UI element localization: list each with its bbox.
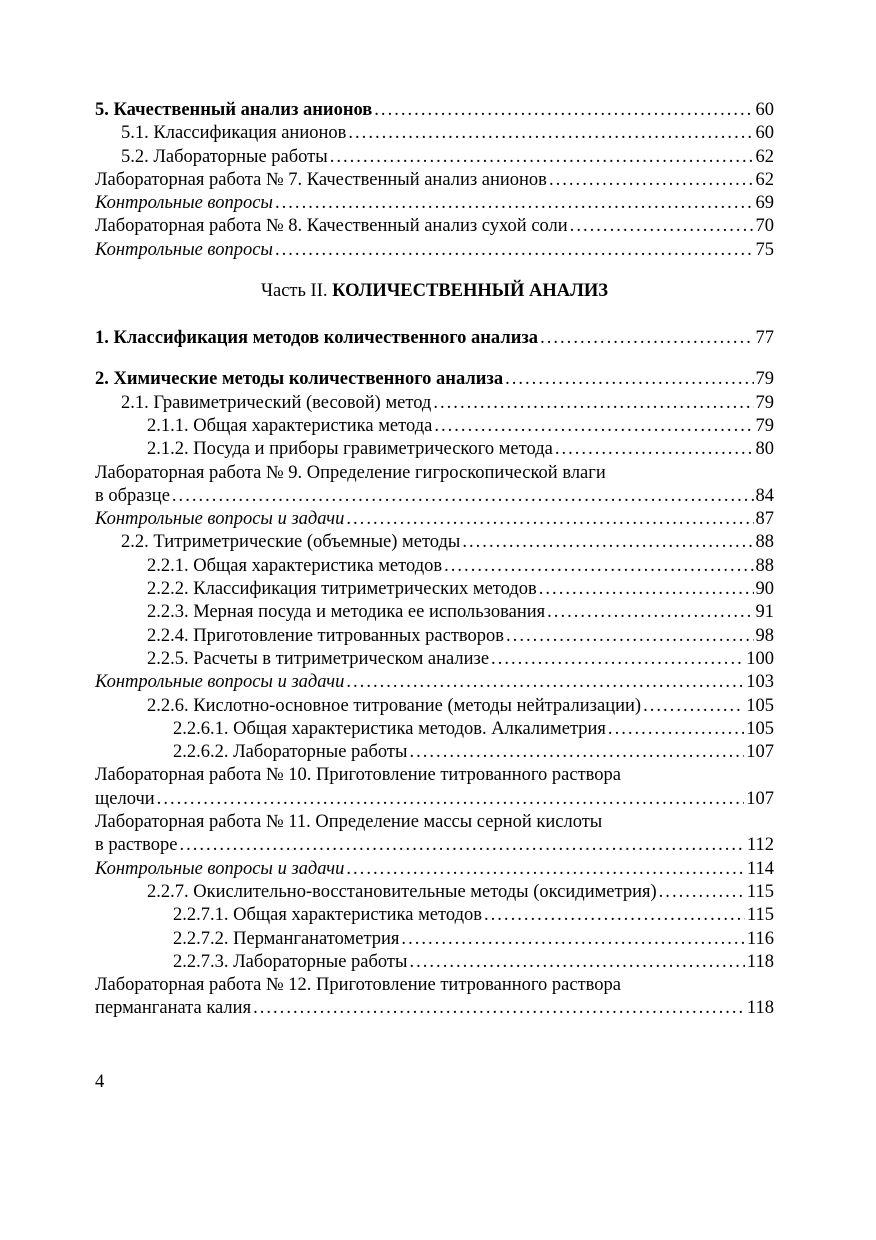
toc-entry-page: 118 [746, 998, 774, 1019]
toc-entry [95, 146, 774, 169]
toc-entry-page: 80 [755, 439, 774, 460]
toc-entry-title: Контрольные вопросы и задачи [95, 672, 345, 693]
toc-entry [95, 648, 774, 671]
toc-entry-title: 2.1.2. Посуда и приборы гравиметрического метода [147, 439, 553, 460]
toc-entry-page: 70 [755, 216, 774, 237]
dot-leader [549, 169, 754, 192]
toc-entry-title: 2.2.5. Расчеты в титриметрическом анализе [147, 648, 490, 669]
dot-leader [179, 834, 744, 857]
toc-entry-title: 1. Классификация методов количественного анализа [95, 328, 539, 349]
toc-entry [95, 951, 774, 974]
toc-entry-title: 2.2.7.3. Лабораторные работы [173, 951, 408, 972]
toc-entry [95, 415, 774, 438]
toc-entry-page: 107 [746, 788, 774, 809]
toc-entry-page: 87 [755, 509, 774, 530]
toc-entry-page: 107 [746, 742, 774, 763]
dot-leader [555, 438, 754, 461]
dot-leader [484, 904, 745, 927]
toc-entry [95, 508, 774, 531]
dot-leader [608, 718, 744, 741]
toc-entry-title: 2.1. Гравиметрический (весовой) метод [121, 392, 432, 413]
dot-leader [506, 625, 753, 648]
toc-entry-page: 77 [755, 328, 774, 349]
dot-leader [253, 997, 745, 1020]
toc-entry [95, 485, 774, 508]
dot-leader [547, 601, 753, 624]
toc-entry [95, 928, 774, 951]
dot-leader [409, 951, 744, 974]
dot-leader [462, 531, 753, 554]
toc-entry [95, 215, 774, 238]
toc-entry-title: Лабораторная работа № 7. Качественный анализ анионов [95, 169, 547, 190]
toc-entry-title: 2.2.6.2. Лабораторные работы [173, 742, 408, 763]
toc-entry-page: 60 [755, 100, 774, 120]
toc-entry-page: 79 [755, 415, 774, 436]
toc-entry-title: 2.2.4. Приготовление титрованных растворов [147, 625, 505, 646]
dot-leader [539, 578, 754, 601]
toc-entry-page: 79 [755, 369, 774, 390]
toc-entry-page: 100 [746, 648, 774, 669]
toc-entry-title: в образце [95, 485, 170, 506]
toc-entry [95, 368, 774, 391]
toc-entry-title: 2.2.6.1. Общая характеристика методов. Алкалиметрия [173, 718, 606, 739]
dot-leader [157, 788, 745, 811]
toc-entry-page: 115 [746, 881, 774, 902]
toc-entry-page: 90 [755, 579, 774, 600]
toc-entry-page: 114 [746, 858, 774, 879]
toc-entry-title: перманганата калия [95, 998, 252, 1019]
toc-entry [95, 438, 774, 461]
toc-entry-page: 62 [755, 169, 774, 190]
toc-entry-page: 115 [746, 905, 774, 926]
toc-entry-page: 60 [755, 123, 774, 144]
toc-entry-title: Контрольные вопросы [95, 193, 273, 214]
page-number: 4 [95, 1072, 105, 1092]
dot-leader [401, 928, 745, 951]
toc-entry [95, 997, 774, 1020]
toc-entry-line1: Лабораторная работа № 12. Приготовление титрованного раствора [95, 975, 621, 996]
toc-entry-title: 2. Химические методы количественного анализа [95, 369, 504, 390]
toc-entry-title: 2.2. Титриметрические (объемные) методы [121, 532, 461, 553]
toc-entry-page: 75 [755, 239, 774, 260]
dot-leader [330, 146, 754, 169]
toc-entry-page: 62 [755, 146, 774, 167]
toc-entry [95, 192, 774, 215]
toc-entry-line1: Лабораторная работа № 9. Определение гигроскопической влаги [95, 462, 606, 483]
dot-leader [374, 99, 753, 122]
part-heading [95, 280, 774, 303]
toc-entry [95, 122, 774, 145]
toc-entry-page: 84 [755, 485, 774, 506]
toc-entry [95, 858, 774, 881]
part-heading-prefix: Часть II. [260, 281, 328, 302]
toc-entry-title: 2.1.1. Общая характеристика метода [147, 415, 433, 436]
toc-entry [95, 741, 774, 764]
toc-entry [95, 531, 774, 554]
toc-entry [95, 625, 774, 648]
toc-entry-page: 112 [746, 835, 774, 856]
toc-entry-title: 2.2.7.2. Перманганатометрия [173, 928, 400, 949]
dot-leader [348, 122, 753, 145]
toc-entry-title: Контрольные вопросы и задачи [95, 858, 345, 879]
part-heading-title: КОЛИЧЕСТВЕННЫЙ АНАЛИЗ [332, 281, 609, 302]
toc-entry [95, 671, 774, 694]
toc-entry-page: 116 [746, 928, 774, 949]
toc-entry-title: 5.1. Классификация анионов [121, 123, 347, 144]
toc-entry-line1: Лабораторная работа № 11. Определение массы серной кислоты [95, 812, 603, 833]
toc-entry-title: щелочи [95, 788, 155, 809]
toc-entry-page: 79 [755, 392, 774, 413]
toc-entry [95, 601, 774, 624]
toc-entry-title: 5.2. Лабораторные работы [121, 146, 328, 167]
toc-entry-page: 88 [755, 532, 774, 553]
toc-entry [95, 788, 774, 811]
toc-entry-title: 2.2.3. Мерная посуда и методика ее использования [147, 602, 546, 623]
toc-entry [95, 392, 774, 415]
dot-leader [275, 239, 754, 262]
toc-entry-page: 91 [755, 602, 774, 623]
toc-entry-page: 103 [746, 672, 774, 693]
dot-leader [570, 215, 754, 238]
dot-leader [275, 192, 754, 215]
toc-entry-page: 88 [755, 555, 774, 576]
toc-entry [95, 578, 774, 601]
toc-entry [95, 834, 774, 857]
toc-entry-title: 2.2.7. Окислительно-восстановительные методы (оксидиметрия) [147, 881, 657, 902]
toc-entry-page: 118 [746, 951, 774, 972]
toc-entry-title: 2.2.1. Общая характеристика методов [147, 555, 443, 576]
toc-entry-title: 2.2.2. Классификация титриметрических методов [147, 579, 537, 600]
toc-entry-title: Контрольные вопросы и задачи [95, 509, 345, 530]
table-of-contents [95, 99, 774, 1021]
dot-leader [346, 858, 745, 881]
toc-entry-title: Лабораторная работа № 8. Качественный анализ сухой соли [95, 216, 568, 237]
toc-entry-title: в растворе [95, 835, 178, 856]
toc-entry [95, 327, 774, 350]
dot-leader [444, 555, 753, 578]
spacer [95, 350, 774, 368]
toc-entry-title: 2.2.7.1. Общая характеристика методов [173, 905, 482, 926]
toc-entry-title: 2.2.6. Кислотно-основное титрование (методы нейтрализации) [147, 695, 642, 716]
toc-entry-page: 69 [755, 193, 774, 214]
toc-entry [95, 239, 774, 262]
toc-entry-page: 105 [746, 695, 774, 716]
dot-leader [172, 485, 754, 508]
dot-leader [346, 508, 753, 531]
toc-entry [95, 695, 774, 718]
dot-leader [346, 671, 744, 694]
dot-leader [491, 648, 744, 671]
toc-entry [95, 99, 774, 122]
toc-entry-page: 98 [755, 625, 774, 646]
toc-entry [95, 904, 774, 927]
dot-leader [659, 881, 745, 904]
toc-entry [95, 555, 774, 578]
toc-entry [95, 718, 774, 741]
toc-entry-title: 5. Качественный анализ анионов [95, 100, 373, 120]
dot-leader [433, 392, 753, 415]
dot-leader [409, 741, 744, 764]
toc-entry-title: Контрольные вопросы [95, 239, 273, 260]
toc-entry [95, 169, 774, 192]
dot-leader [505, 368, 753, 391]
toc-entry [95, 881, 774, 904]
dot-leader [434, 415, 753, 438]
dot-leader [540, 327, 753, 350]
toc-entry-line1: Лабораторная работа № 10. Приготовление титрованного раствора [95, 765, 621, 786]
toc-entry-page: 105 [746, 718, 774, 739]
dot-leader [643, 695, 744, 718]
